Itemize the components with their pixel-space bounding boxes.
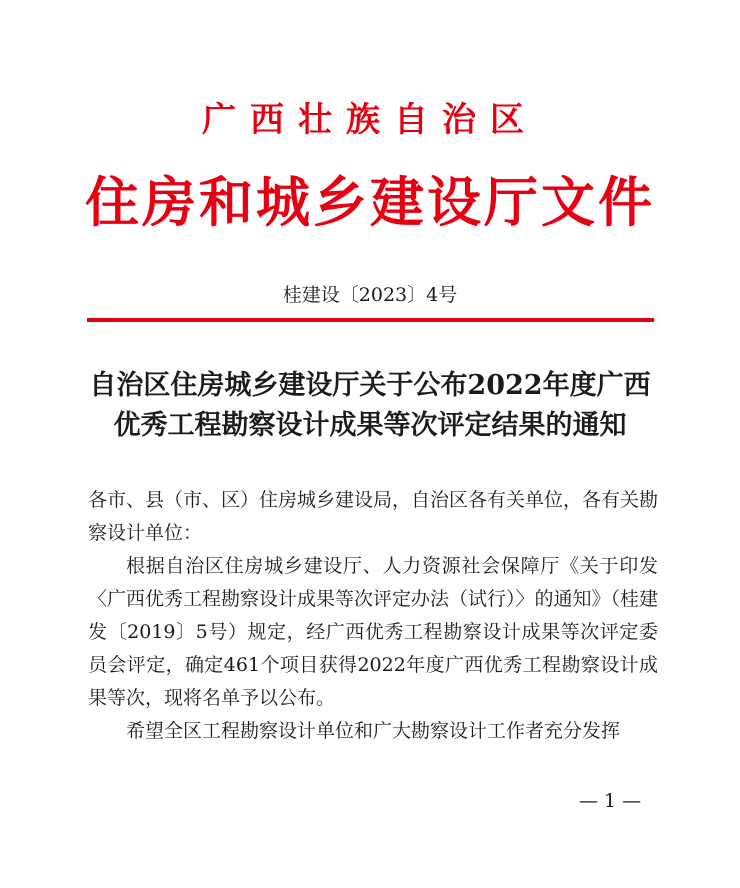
- page-number: — 1 —: [578, 790, 642, 812]
- title-line2: 优秀工程勘察设计成果等次评定结果的通知: [113, 410, 627, 441]
- document-number: 桂建设〔2023〕4号: [282, 284, 458, 306]
- red-divider: [87, 318, 654, 322]
- document-title: [60, 366, 680, 446]
- body-paragraph-1: 根据自治区住房城乡建设厅、人力资源社会保障厅《关于印发〈广西优秀工程勘察设计成果等次评定办法（试行）〉的通知》（桂建发〔2019〕5号）规定，经广西优秀工程勘察设计成果等次评定委员会评定，确定461个项目获得2022年度广西优秀工程勘察设计成果等次，现将名单予以公布。: [88, 555, 659, 709]
- issuer-name-line1: 广西壮族自治区: [202, 100, 538, 140]
- body-paragraph-2: 希望全区工程勘察设计单位和广大勘察设计工作者充分发挥: [126, 720, 621, 742]
- addressee: 各市、县（市、区）住房城乡建设局，自治区各有关单位，各有关勘察设计单位：: [88, 489, 659, 544]
- title-line1: 自治区住房城乡建设厅关于公布2022年度广西: [89, 370, 651, 401]
- issuer-name-line2: 住房和城乡建设厅文件: [85, 170, 655, 234]
- document-body: [88, 484, 658, 748]
